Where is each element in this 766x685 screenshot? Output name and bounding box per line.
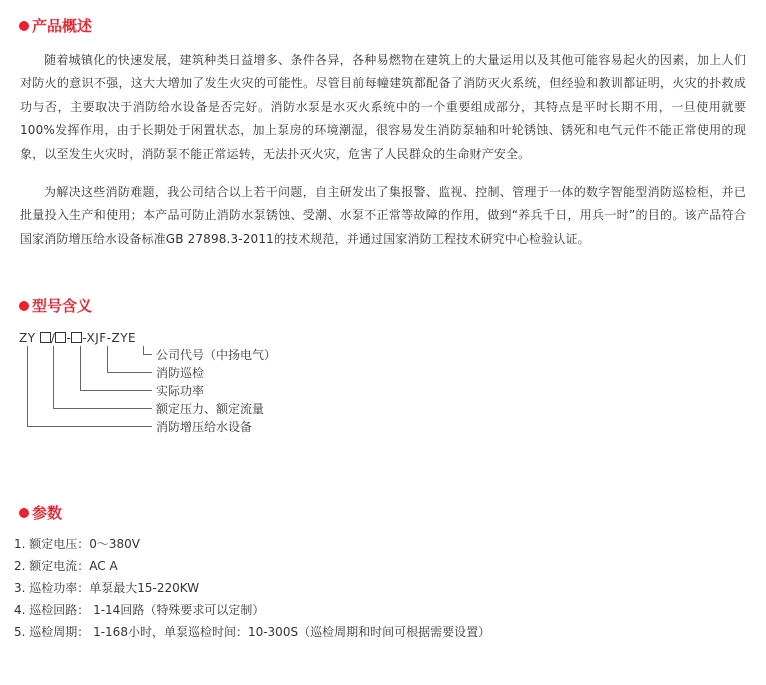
param-period: 5. 巡检周期： 1-168小时，单泵巡检时间：10-300S（巡检周期和时间可根据需要设置） xyxy=(14,625,491,639)
param-current: 2. 额定电流：AC A xyxy=(14,559,118,573)
model-label-company: 公司代号（中扬电气） xyxy=(156,348,277,362)
model-code: ZY / - -XJF-ZYE xyxy=(19,331,137,345)
model-label-equipment: 消防增压给水设备 xyxy=(156,420,253,434)
param-voltage: 1. 额定电压：0～380V xyxy=(14,537,141,551)
section-title-overview: 产品概述 xyxy=(19,16,92,36)
section-title-model: 型号含义 xyxy=(19,296,92,316)
section-title-params: 参数 xyxy=(19,503,62,523)
overview-paragraph-1: 随着城镇化的快速发展，建筑种类日益增多、条件各异，各种易燃物在建筑上的大量运用以及其他可能容易起火的因素，加上人们对防火的意识不强，这大大增加了发生火灾的可能性。尽管目前每幢建筑都配备了消防灭火系统，但经验和教训都证明，火灾的扑救成功与否，主要取决于消防给水设备是否完好。消防水泵是水灭火系统中的一个重要组成部分，其特点是平时长期不用，一旦使用就要100%发挥作用，由于长期处于闲置状态，加上泵房的环境潮湿，很容易发生消防泵轴和叶轮锈蚀、锈死和电气元件不能正常使用的现象，以至发生火灾时，消防泵不能正常运转，无法扑灭火灾，危害了人民群众的生命财产安全。 xyxy=(20,53,746,161)
model-label-inspection: 消防巡检 xyxy=(156,366,205,380)
param-circuits: 4. 巡检回路： 1-14回路（特殊要求可以定制） xyxy=(14,603,265,617)
overview-paragraph-2: 为解决这些消防难题，我公司结合以上若干问题，自主研发出了集报警、监视、控制、管理于一体的数字智能型消防巡检柜，并已批量投入生产和使用；本产品可防止消防水泵锈蚀、受潮、水泵不正常等故障的作用，做到“养兵千日，用兵一时”的目的。该产品符合国家消防增压给水设备标准GB 27898.3-2011的技术规范，并通过国家消防工程技术研究中心检验认证。 xyxy=(20,185,746,246)
param-power: 3. 巡检功率：单泵最大15-220KW xyxy=(14,581,200,595)
model-label-pressure-flow: 额定压力、额定流量 xyxy=(156,402,265,416)
red-dot-icon xyxy=(19,508,29,518)
model-label-power: 实际功率 xyxy=(156,384,205,398)
